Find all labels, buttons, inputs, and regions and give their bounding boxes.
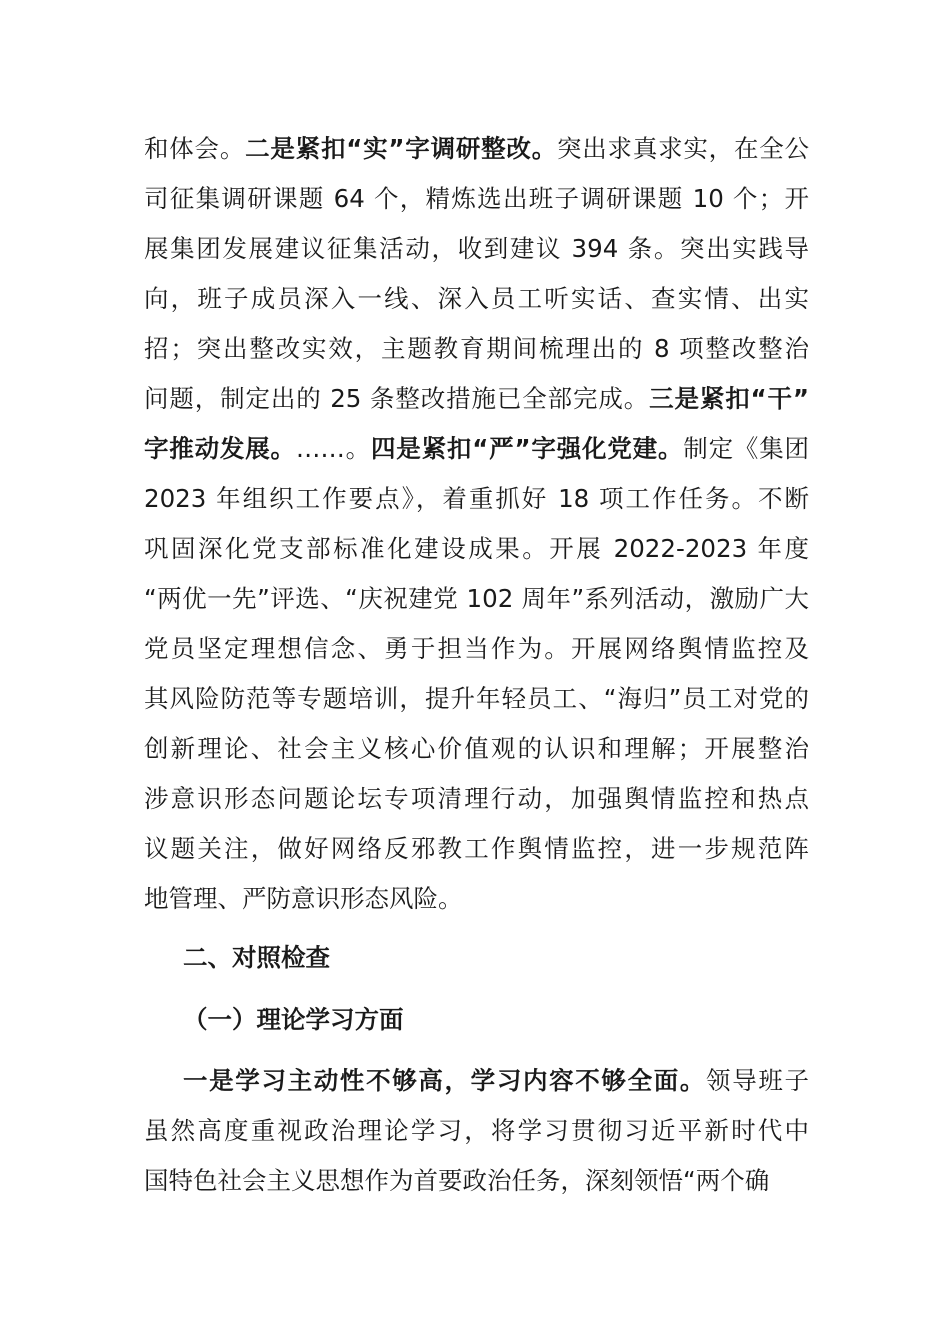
text-line <box>144 684 809 714</box>
text-run: 2023 年组织工作要点》，着重抓好 18 项工作任务。不断 <box>144 484 809 513</box>
text-line <box>144 784 809 814</box>
text-run: 党员坚定理想信念、勇于担当作为。开展网络舆情监控及 <box>144 634 809 663</box>
bold-text: 一是学习主动性不够高，学习内容不够全面。 <box>183 1066 707 1095</box>
text-line <box>144 634 809 664</box>
text-run: 制定《集团 <box>683 434 810 463</box>
text-line <box>144 434 809 464</box>
text-line <box>144 834 809 864</box>
text-run: 虽然高度重视政治理论学习，将学习贯彻习近平新时代中 <box>144 1116 809 1145</box>
text-line <box>144 284 809 314</box>
text-run: 突出求真求实，在全公 <box>556 134 810 163</box>
text-run: 国特色社会主义思想作为首要政治任务，深刻领悟“两个确 <box>144 1166 770 1195</box>
text-run: 向，班子成员深入一线、深入员工听实话、查实情、出实 <box>144 284 809 313</box>
bold-text: 三是紧扣“干” <box>649 384 809 413</box>
text-run: 涉意识形态问题论坛专项清理行动，加强舆情监控和热点 <box>144 784 809 813</box>
text-run: 地管理、严防意识形态风险。 <box>144 884 463 913</box>
text-run: 问题，制定出的 25 条整改措施已全部完成。 <box>144 384 650 413</box>
section-heading-comparison: 二、对照检查 <box>183 943 330 972</box>
text-run: ……。 <box>295 434 371 463</box>
text-run: 领导班子 <box>706 1066 810 1095</box>
text-run: 创新理论、社会主义核心价值观的认识和理解；开展整治 <box>144 734 809 763</box>
text-line <box>144 584 809 614</box>
subsection-heading-theory-study: （一）理论学习方面 <box>183 1005 404 1034</box>
text-line <box>144 1166 809 1196</box>
text-run: 招；突出整改实效，主题教育期间梳理出的 8 项整改整治 <box>144 334 809 363</box>
text-run: 其风险防范等专题培训，提升年轻员工、“海归”员工对党的 <box>144 684 809 713</box>
text-run: 司征集调研课题 64 个，精炼选出班子调研课题 10 个；开 <box>144 184 809 213</box>
bold-text: 二是紧扣“实”字调研整改。 <box>245 134 557 163</box>
text-run: 和体会。 <box>144 134 246 163</box>
text-line <box>144 334 809 364</box>
text-line <box>144 734 809 764</box>
text-line <box>144 384 809 414</box>
text-line <box>183 1066 809 1096</box>
text-line <box>144 884 809 914</box>
text-line <box>144 1116 809 1146</box>
text-line <box>144 184 809 214</box>
text-line <box>144 234 809 264</box>
text-run: 议题关注，做好网络反邪教工作舆情监控，进一步规范阵 <box>144 834 809 863</box>
bold-text: 四是紧扣“严”字强化党建。 <box>371 434 684 463</box>
text-line <box>144 134 809 164</box>
text-line <box>144 484 809 514</box>
text-line <box>144 534 809 564</box>
text-run: 展集团发展建议征集活动，收到建议 394 条。突出实践导 <box>144 234 809 263</box>
text-run: 巩固深化党支部标准化建设成果。开展 2022-2023 年度 <box>144 534 809 563</box>
bold-text: 字推动发展。 <box>144 434 296 463</box>
text-run: “两优一先”评选、“庆祝建党 102 周年”系列活动，激励广大 <box>144 584 809 613</box>
